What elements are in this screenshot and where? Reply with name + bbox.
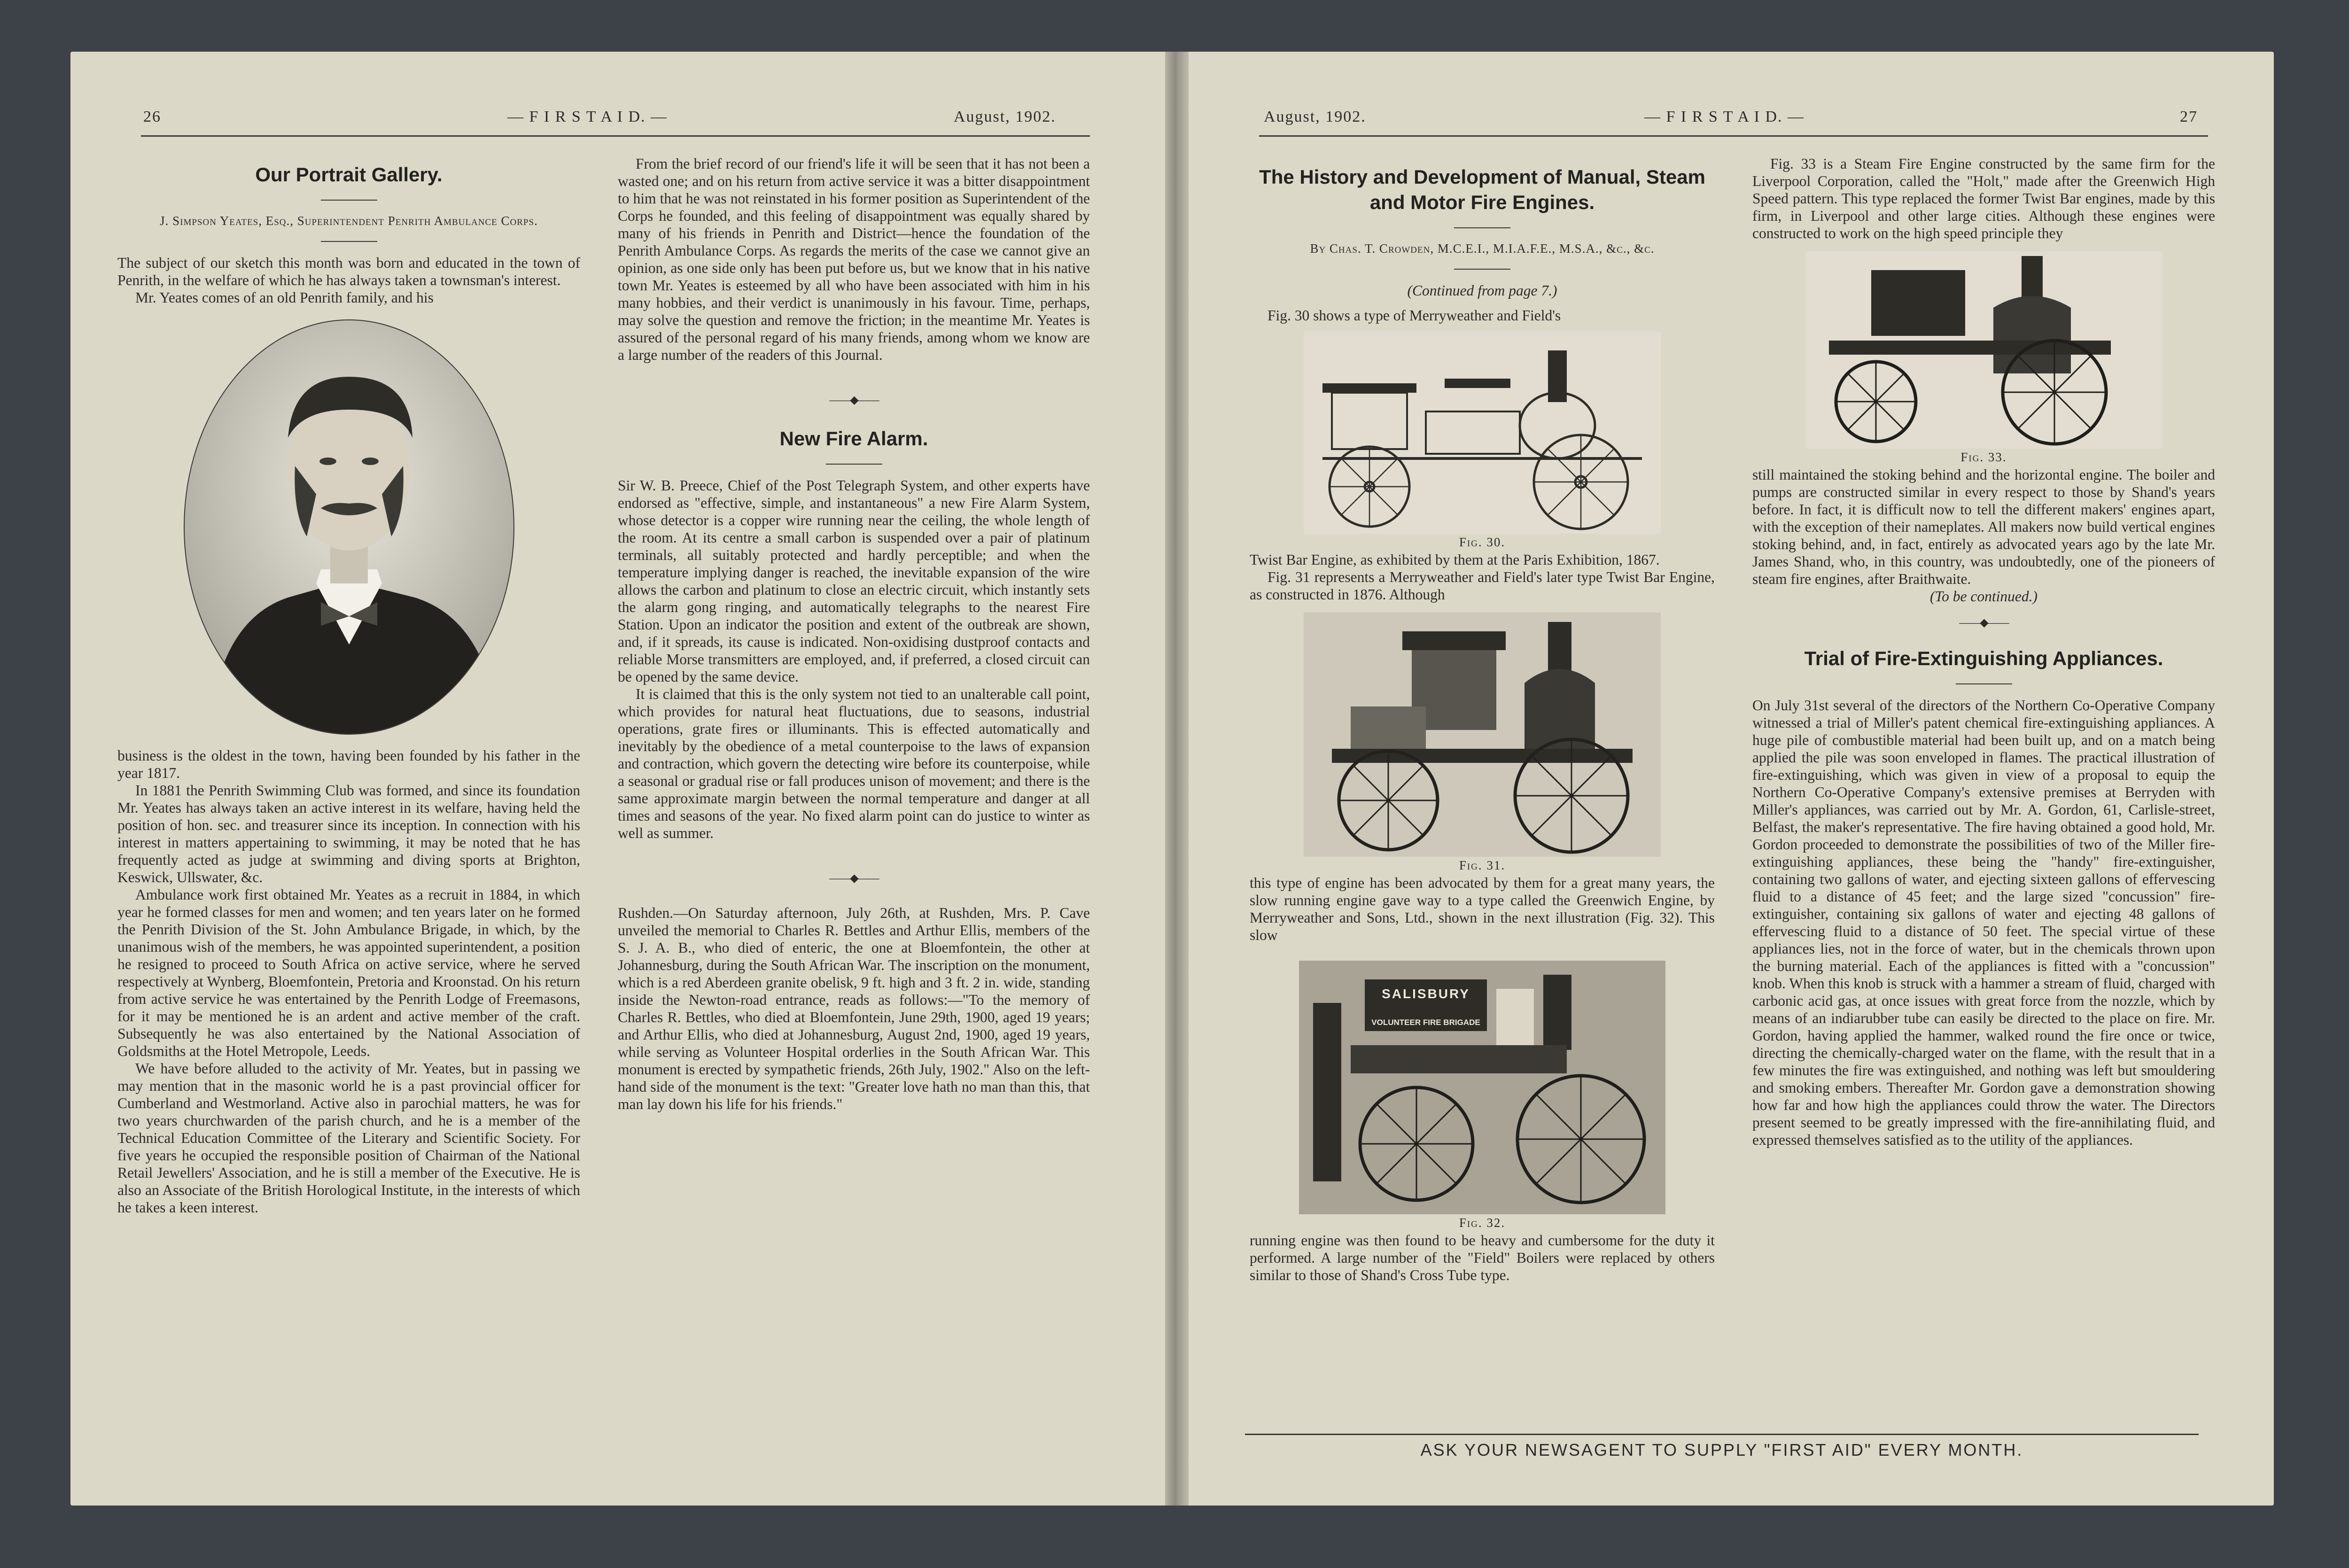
fig32-sign-line1: SALISBURY <box>1382 986 1470 1001</box>
figure-33-illustration <box>1805 251 2162 449</box>
history-byline: By Chas. T. Crowden, M.C.E.I., M.I.A.F.E., M.S.A., &c., &c. <box>1310 241 1655 256</box>
trial-title: Trial of Fire-Extinguishing Appliances. <box>1804 647 2163 669</box>
title-rule <box>321 200 377 201</box>
history-p4: this type of engine has been advocated by them for a great many years, the slow running engine gave way to a type called the Greenwich Engine, by Merryweather and Sons, Ltd., shown in the next illustration (Fig. 32). This slow <box>1250 875 1715 943</box>
history-p1: Fig. 30 shows a type of Merryweather and Field's <box>1268 307 1561 324</box>
figure-30-caption: Fig. 30. <box>1459 535 1506 549</box>
header-rule-right <box>1259 135 2208 137</box>
byline-rule <box>321 241 377 242</box>
portrait-title: Our Portrait Gallery. <box>255 163 443 186</box>
running-title-right: — F I R S T A I D. — <box>1644 108 1805 125</box>
alarm-p1: Sir W. B. Preece, Chief of the Post Telegraph System, and other experts have endorsed as "effective, simple, and instantaneous" a new Fire Alarm System, whose detector is a copper wire running near the ceiling, the whole length of the room. At its centre a small carbon is suspended over a pair of platinum terminals, all suitably protected and hardly perceptible; and when the temperature implying danger is reached, the inevitable expansion of the wire allows the carbon and platinum to close an electric circuit, which instantly sets the alarm gong ringing, and automatically telegraphs to the nearest Fire Station. Upon an indicator the position and extent of the outbreak are shown, and, if it spreads, its cause is indicated. Non-oxidising dustproof contacts and reliable Morse transmitters are employed, and, if preferred, a closed circuit can be opened by the same device. <box>618 477 1090 685</box>
trial-title-rule <box>1956 683 2012 684</box>
running-title-left: — F I R S T A I D. — <box>507 108 668 125</box>
history-p6: Fig. 33 is a Steam Fire Engine constructed by the same firm for the Liverpool Corporation, called the "Holt," made after the Greenwich High Speed pattern. This type replaced the former Twist Bar engines, made by this firm, in Liverpool and other large cities. Although these engines were constructed to work on the high speed principle they <box>1752 155 2215 241</box>
fig32-sign <box>1369 985 1482 1031</box>
history-p2: Twist Bar Engine, as exhibited by them at the Paris Exhibition, 1867. <box>1250 551 1660 568</box>
history-p5: running engine was then found to be heavy and cumbersome for the duty it performed. A large number of the "Field" Boilers were replaced by others similar to those of Shand's Cross Tube type. <box>1250 1232 1715 1283</box>
portrait-p6: From the brief record of our friend's life it will be seen that it has not been a wasted one; and on his return from active service it was a bitter disappointment to him that he was not reinstated in his former position as Superintendent of the Corps he founded, and this feeling of disappointment was equally shared by many of his friends in Penrith and District—hence the foundation of the Penrith Ambulance Corps. As regards the merits of the case we cannot give an opinion, as one side only has been put before us, but we know that in his native town Mr. Yeates is esteemed by all who have been associated with him in his many hobbies, and their verdict is unanimously in his favour. Time, perhaps, may solve the question and remove the friction; in the meantime Mr. Yeates is assured of the personal regard of his many friends, among whom we know are a large number of the readers of this Journal. <box>618 155 1090 363</box>
trial-p1: On July 31st several of the directors of the Northern Co-Operative Company witnessed a trial of Miller's patent chemical fire-extinguishing appliances. A huge pile of combustible material had been built up, and on a match being applied the pile was soon enveloped in flames. The practical illustration of fire-extinguishing, which was given in view of a proposal to equip the Northern Co-Operative Company's extensive premises at Berryden with Miller's appliances, was carried out by Mr. A. Gordon, 61, Carlisle-street, Belfast, the maker's representative. The fire having obtained a good hold, Mr. Gordon proceeded to demonstrate the possibilities of two of the Miller fire-extinguishing appliances, these being the "handy" fire-extinguisher, containing two gallons of water, and ejecting sixteen gallons of effervescing fluid to a distance of 45 feet; and the large sized "concussion" fire-extinguisher, containing six gallons of water and ejecting 48 gallons of effervescing fluid to a distance of 50 feet. The special virtue of these appliances lies, not in the force of water, but in the chemicals thrown upon the burning material. Each of the appliances is fitted with a "concussion" knob. When this knob is struck with a hammer a stream of fluid, charged with carbonic acid gas, at once issues with great force from the nozzle, which by means of an indiarubber tube can easily be directed to the place on fire. Mr. Gordon, having applied the hammer, walked round the fire once or twice, directing the chemically-charged water on the flame, with the result that in a few minutes the fire was extinguished, and nothing was left but smouldering and smoking embers. Thereafter Mr. Gordon gave a demonstration showing how far and how high the appliances could throw the water. The Directors present seemed to be greatly impressed with the fire-annihilating fluid, and expressed themselves satisfied as to the utility of the appliances. <box>1752 697 2215 1148</box>
figure-31-illustration <box>1304 613 1661 857</box>
portrait-photo <box>180 316 518 738</box>
date-right: August, 1902. <box>1264 108 1366 125</box>
portrait-article <box>117 162 580 1216</box>
page-number-left: 26 <box>143 108 161 125</box>
figure-30-illustration <box>1304 332 1661 534</box>
figure-33-caption: Fig. 33. <box>1960 450 2007 464</box>
portrait-p3: In 1881 the Penrith Swimming Club was formed, and since its foundation Mr. Yeates has always taken an active interest in its welfare, having held the position of hon. sec. and treasurer since its inception. In connection with his interest in matters appertaining to swimming, it may be noted that he has frequently acted as judge at swimming and diving sports at Brighton, Keswick, Ullswater, &c. <box>117 782 580 885</box>
portrait-intro: The subject of our sketch this month was born and educated in the town of Penrith, in the welfare of which he has always taken a townsman's interest. <box>117 255 580 288</box>
alarm-title: New Fire Alarm. <box>779 427 928 450</box>
alarm-title-rule <box>826 464 882 465</box>
footer-advert: ASK YOUR NEWSAGENT TO SUPPLY "FIRST AID" EVERY MONTH. <box>1420 1440 2023 1459</box>
history-article <box>1250 164 1715 1284</box>
history-title: The History and Development of Manual, Steam and Motor Fire Engines. <box>1259 166 1705 213</box>
rushden-p1: Rushden.—On Saturday afternoon, July 26th, at Rushden, Mrs. P. Cave unveiled the memorial to Charles R. Bettles and Arthur Ellis, members of the S. J. A. B., who died of enteric, the one at Bloemfontein, the other at Johannesburg, during the South African War. The inscription on the monument, which is a red Aberdeen granite obelisk, 9 ft. high and 3 ft. 2 in. wide, standing inside the Newton-road entrance, reads as follows:—"To the memory of Charles R. Bettles, who died at Bloemfontein, June 29th, 1900, aged 19 years; and Arthur Ellis, who died at Johannesburg, August 2nd, 1900, aged 19 years, while serving as Volunteer Hospital orderlies in the South African War. This monument is erected by sympathetic friends, 26th July, 1902." Also on the left-hand side of the monument is the text: "Greater love hath no man than this, that man lay down his life for his friends." <box>618 905 1090 1112</box>
portrait-p2: business is the oldest in the town, having been founded by his father in the year 1817. <box>117 747 580 781</box>
history-p3: Fig. 31 represents a Merryweather and Field's later type Twist Bar Engine, as constructed in 1876. Although <box>1250 569 1715 603</box>
history-p7: still maintained the stoking behind and the horizontal engine. The boiler and pumps are constructed similar in every respect to those by Shand's years before. In fact, it is difficult now to tell the different makers' engines apart, with the exception of their nameplates. All makers now build vertical engines stoking behind, and, in fact, entirely as advocated years ago by the late Mr. James Shand, who, in this country, was undoubtedly, one of the pioneers of steam fire engines, after Braithwaite. <box>1752 466 2215 587</box>
to-be-continued: (To be continued.) <box>1930 588 2038 605</box>
history-byline-rule <box>1454 269 1510 270</box>
section-ornament: ——◆—— <box>829 394 879 406</box>
figure-31-caption: Fig. 31. <box>1459 858 1506 872</box>
right-column-2 <box>1752 155 2215 1149</box>
section-ornament-3: ——◆—— <box>1959 617 2008 629</box>
history-title-rule <box>1454 227 1510 228</box>
portrait-byline: J. Simpson Yeates, Esq., Superintendent Penrith Ambulance Corps. <box>160 214 538 228</box>
header-rule-left <box>141 135 1090 137</box>
figure-32-illustration <box>1299 961 1665 1214</box>
portrait-p1: Mr. Yeates comes of an old Penrith family, and his <box>135 289 434 306</box>
fig32-sign-line2: VOLUNTEER FIRE BRIGADE <box>1371 1018 1480 1027</box>
left-column-2 <box>618 155 1090 1113</box>
portrait-p4: Ambulance work first obtained Mr. Yeates as a recruit in 1884, in which year he formed classes for men and women; and ten years later on he formed the Penrith Division of the St. John Ambulance Brigade, in which, by the unanimous wish of the members, he was appointed superintendent, a position he resigned to proceed to South Africa on active service, where he served respectively at Wynberg, Bloemfontein, Pretoria and Kroonstad. On his return from active service he was entertained by the Penrith Lodge of Freemasons, for it may be mentioned he is an ardent and active member of the craft. Subsequently he was also entertained by the National Association of Goldsmiths at the Hotel Metropole, Leeds. <box>117 886 580 1059</box>
section-ornament-2: ——◆—— <box>829 872 879 885</box>
continued-note: (Continued from page 7.) <box>1407 282 1557 299</box>
footer-rule <box>1245 1434 2199 1435</box>
page-number-right: 27 <box>2180 108 2198 125</box>
figure-32-caption: Fig. 32. <box>1459 1216 1506 1230</box>
alarm-p2: It is claimed that this is the only system not tied to an unalterable call point, which provides for natural heat fluctuations, due to seasons, industrial operations, grate fires or illuminants. This is effected automatically and inevitably by the obedience of a metal counterpoise to the laws of expansion and contraction, which govern the detecting wire before its counterpoise, while a seasonal or gradual rise or fall produces unison of movement; and there is the same approximate margin between the normal temperature and danger at all times and seasons of the year. No fixed alarm point can do justice to winter as well as summer. <box>618 686 1090 841</box>
portrait-p5: We have before alluded to the activity of Mr. Yeates, but in passing we may mention that in the masonic world he is a past provincial officer for Cumberland and Westmorland. Active also in parochial matters, he was for two years churchwarden of the parish church, and he is a member of the Technical Education Committee of the Literary and Scientific Society. For five years he occupied the responsible position of Chairman of the National Retail Jewellers' Association, and he is still a member of the Executive. He is also an Associate of the British Horological Institute, in the interests of which he takes a keen interest. <box>117 1060 580 1216</box>
date-left: August, 1902. <box>954 108 1056 125</box>
